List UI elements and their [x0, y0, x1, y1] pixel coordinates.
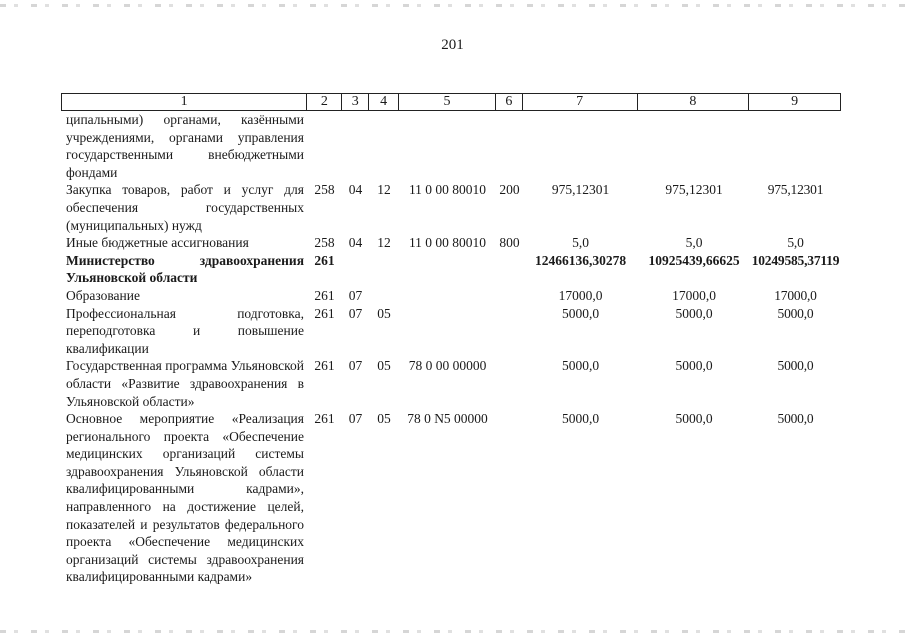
table-row [61, 410, 841, 586]
row-name: Закупка товаров, работ и услуг для обеспечения государственных (муниципальных) нужд [66, 182, 304, 233]
cell-3: 07 [348, 287, 363, 303]
cell-4: 05 [377, 305, 391, 321]
header-cell-9: 9 [791, 94, 799, 109]
cell-7: 5000,0 [561, 358, 600, 374]
scan-artifact-top [0, 4, 905, 7]
cell-6: 200 [499, 182, 520, 198]
cell-8: 5,0 [685, 235, 703, 251]
header-cell-8: 8 [638, 94, 750, 110]
header-cell-1: 1 [62, 94, 307, 110]
cell-2: 261 [314, 252, 335, 268]
table-header-row [61, 93, 841, 111]
table-row [61, 305, 841, 358]
cell-2: 261 [314, 411, 335, 427]
cell-7: 5000,0 [561, 305, 600, 321]
cell-9: 10249585,37119 [751, 252, 840, 268]
header-cell-4: 4 [369, 94, 399, 110]
cell-7: 5,0 [572, 235, 589, 251]
cell-9: 5,0 [787, 235, 804, 251]
header-cell-6: 6 [496, 94, 523, 110]
cell-5: 11 0 00 80010 [408, 182, 487, 198]
header-cell-7: 7 [523, 94, 638, 110]
table-row [61, 287, 841, 305]
cell-9: 17000,0 [774, 287, 817, 303]
cell-7: 17000,0 [558, 287, 603, 303]
row-name: Основное мероприятие «Реализация регионального проекта «Обеспечение медицинских организаций системы здравоохранения Ульяновской области квалифицированными кадрами», направленного на достижение целей, показателей и результатов федерального проекта «Обеспечение медицинских организаций системы здравоохранения квалифицированными кадрами» [66, 411, 304, 585]
cell-8: 975,12301 [665, 182, 723, 198]
cell-2: 261 [314, 287, 335, 303]
cell-2: 261 [314, 305, 335, 321]
cell-9: 975,12301 [767, 182, 824, 198]
cell-8: 10925439,66625 [648, 252, 740, 268]
cell-2: 258 [314, 235, 335, 251]
cell-5: 11 0 00 80010 [408, 235, 487, 251]
cell-9: 5000,0 [777, 305, 814, 321]
header-cell-2: 2 [307, 94, 342, 110]
cell-4: 12 [377, 235, 391, 251]
table-row [61, 181, 841, 234]
cell-3: 07 [348, 305, 363, 321]
budget-table-body [61, 111, 841, 586]
row-name: ципальными) органами, казёнными учреждениями, органами управления государственными внебюджетными фондами [66, 112, 304, 180]
cell-9: 5000,0 [777, 411, 814, 427]
cell-7: 12466136,30278 [534, 252, 627, 268]
cell-4: 05 [377, 358, 391, 374]
cell-6: 800 [499, 235, 520, 251]
cell-2: 258 [314, 182, 335, 198]
page-number: 201 [441, 37, 464, 53]
cell-8: 5000,0 [675, 411, 713, 427]
cell-7: 975,12301 [551, 182, 610, 198]
cell-2: 261 [314, 358, 335, 374]
cell-4: 12 [377, 182, 391, 198]
cell-3: 04 [348, 182, 363, 198]
cell-5: 78 0 00 00000 [408, 358, 487, 374]
row-name: Государственная программа Ульяновской области «Развитие здравоохранения в Ульяновской области» [66, 358, 304, 409]
cell-8: 17000,0 [672, 287, 716, 303]
scan-artifact-bottom [0, 630, 905, 633]
cell-9: 5000,0 [777, 358, 814, 374]
row-name: Образование [66, 287, 140, 303]
row-name: Профессиональная подготовка, переподготовка и повышение квалификации [66, 305, 304, 356]
cell-3: 04 [348, 235, 363, 251]
cell-4: 05 [377, 411, 391, 427]
row-name: Иные бюджетные ассигнования [66, 235, 249, 251]
cell-8: 5000,0 [675, 358, 713, 374]
cell-3: 07 [348, 411, 363, 427]
cell-7: 5000,0 [561, 411, 600, 427]
table-row [61, 357, 841, 410]
cell-3: 07 [348, 358, 363, 374]
table-row [61, 111, 841, 181]
table-row-ministry [61, 252, 841, 287]
row-name: Министерство здравоохранения Ульяновской области [66, 252, 304, 286]
header-cell-3: 3 [342, 94, 369, 110]
cell-8: 5000,0 [675, 305, 713, 321]
cell-5: 78 0 N5 00000 [407, 411, 488, 427]
table-row [61, 234, 841, 252]
header-cell-5: 5 [399, 94, 496, 110]
